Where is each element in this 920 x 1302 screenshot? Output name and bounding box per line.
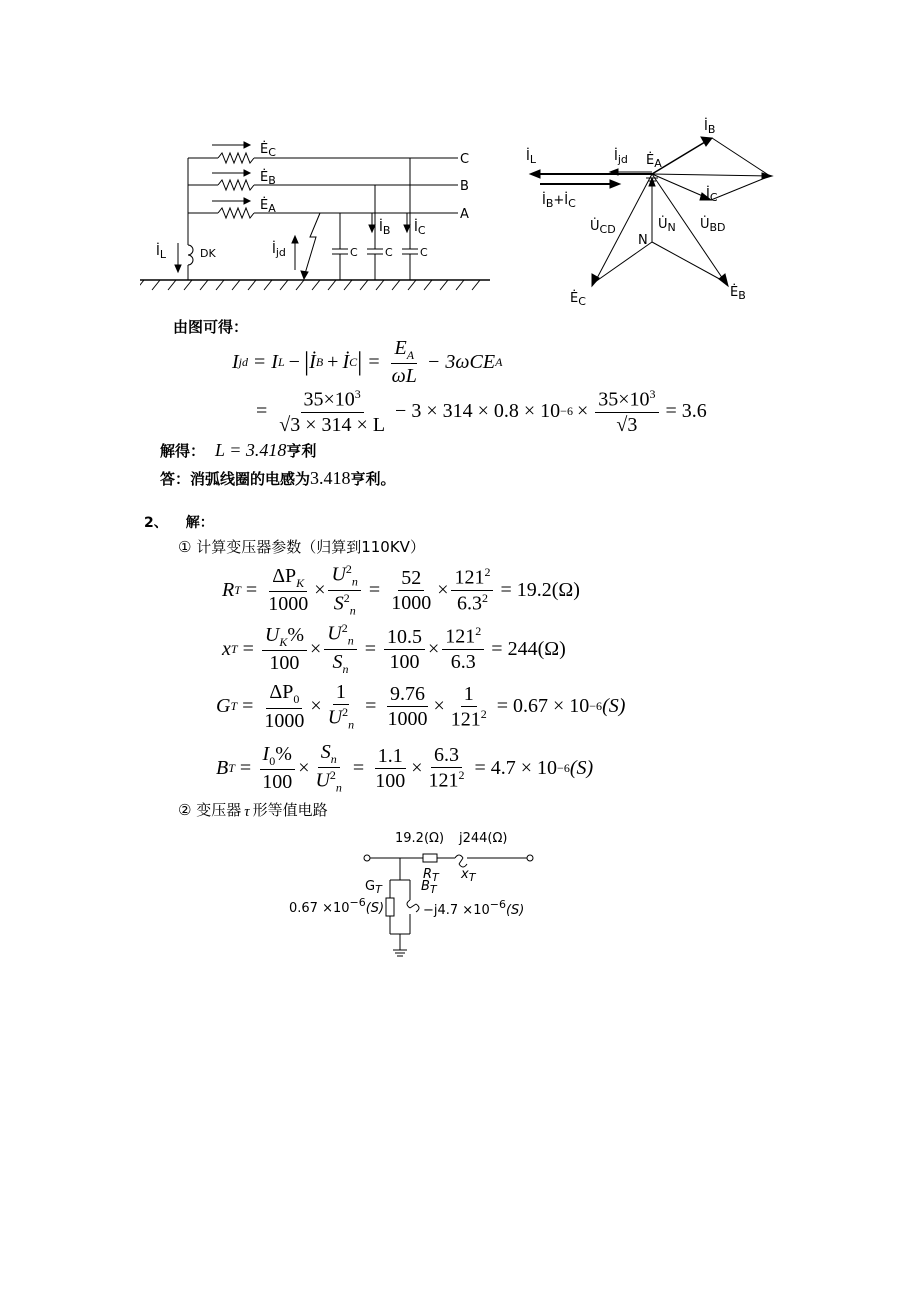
- answer-line: 答：消弧线圈的电感为 3.418 亨利。: [160, 468, 396, 488]
- equivalent-circuit-figure: [285, 822, 555, 964]
- phasor-label-n: N: [638, 233, 648, 248]
- circuit-r-label: $R_T$: [423, 867, 439, 884]
- phasor-label-ubd: $U̇_{BD}$: [700, 217, 726, 234]
- grounding-circuit-figure: [140, 125, 490, 300]
- circuit-x-value: j244(Ω): [459, 831, 508, 846]
- phasor-label-ucd: $U̇_{CD}$: [590, 219, 616, 236]
- label-ic: $İ_C$: [414, 220, 426, 237]
- label-eb: $Ė_B$: [260, 170, 276, 187]
- label-cap-1: C: [350, 246, 358, 259]
- label-dk: DK: [200, 247, 216, 260]
- label-ec: $Ė_C$: [260, 142, 276, 159]
- phasor-label-il: $İ_L$: [526, 149, 536, 166]
- phasor-label-ijd: $İ_{jd}$: [614, 149, 628, 166]
- from-figure-text: 由图可得：: [173, 318, 249, 336]
- circuit-b-value: $-j4.7 \times 10^{-6}(S)$: [423, 898, 525, 918]
- phasor-label-ib: $İ_B$: [704, 119, 716, 136]
- circuit-x-label: $x_T$: [461, 867, 476, 884]
- label-line-c: C: [460, 152, 470, 167]
- label-il: $İ_L$: [156, 244, 166, 261]
- step-2-text: ② 变压器 τ 形等值电路: [178, 801, 328, 820]
- question-2-heading: 2、 解：: [144, 515, 214, 531]
- circuit-g-label: $G_T$: [365, 879, 382, 896]
- circuit-r-value: 19.2(Ω): [395, 831, 445, 846]
- label-cap-3: C: [420, 246, 428, 259]
- equation-bt: B T = $\frac{I_0\%}{100}$ × $\frac{S_n}{U^2_n}$ = $\frac{1.1}{100}$ × $\frac{6.3}{121^2}$ = 4.7 × 10 −6 (S): [216, 741, 594, 795]
- equation-xt: x T = $\frac{U_K\%}{100}$ × $\frac{U^2_n}{S_n}$ = $\frac{10.5}{100}$ × $\frac{121^2}{6.3}$ = 244(Ω): [222, 621, 566, 676]
- phasor-label-ibic: $İ_B+İ_C$: [542, 193, 576, 210]
- phasor-label-eb: $Ė_B$: [730, 285, 746, 302]
- label-ea: $Ė_A$: [260, 198, 276, 215]
- phasor-label-ec: $Ė_C$: [570, 291, 586, 308]
- equation-ijd-numeric: = $\frac{35\times 10^3}{√3 \times 314 \times L}$ − 3 × 314 × 0.8 × 10 −6 × $\frac{35\times 10^3}{√3}$ = 3.6: [256, 387, 707, 436]
- equation-gt: G T = $\frac{\Delta P_0}{1000}$ × $\frac{1}{U^2_n}$ = $\frac{9.76}{1000}$ × $\frac{1}{121^2}$ = 0.67 × 10 −6 (S): [216, 681, 626, 732]
- phasor-diagram-figure: [520, 112, 790, 312]
- label-line-b: B: [460, 179, 469, 194]
- circuit-g-value: $0.67 \times 10^{-6}(S)$: [289, 896, 385, 916]
- phasor-label-un: $U̇_N$: [658, 217, 676, 234]
- equation-ijd: I jd = I L − | İ B + İ C | = $\frac{E_A}{\omega L}$ − 3ωCE A: [232, 337, 503, 388]
- solve-line: 解得： L = 3.418 亨利: [160, 440, 317, 460]
- phasor-label-ea: $Ė_A$: [646, 153, 662, 170]
- label-ib: $İ_B$: [379, 220, 391, 237]
- phasor-label-ic: $İ_C$: [706, 187, 718, 204]
- step-1-text: ① 计算变压器参数（归算到110KV）: [178, 538, 425, 556]
- label-cap-2: C: [385, 246, 393, 259]
- label-line-a: A: [460, 207, 469, 222]
- circuit-b-label: $B_T$: [421, 879, 437, 896]
- label-ijd: $İ_{jd}$: [272, 242, 286, 259]
- equation-rt: R T = $\frac{\Delta P_K}{1000}$ × $\frac{U^2_n}{S^2_n}$ = $\frac{52}{1000}$ × $\frac{121^2}{6.3^2}$ = 19.2(Ω): [222, 562, 580, 618]
